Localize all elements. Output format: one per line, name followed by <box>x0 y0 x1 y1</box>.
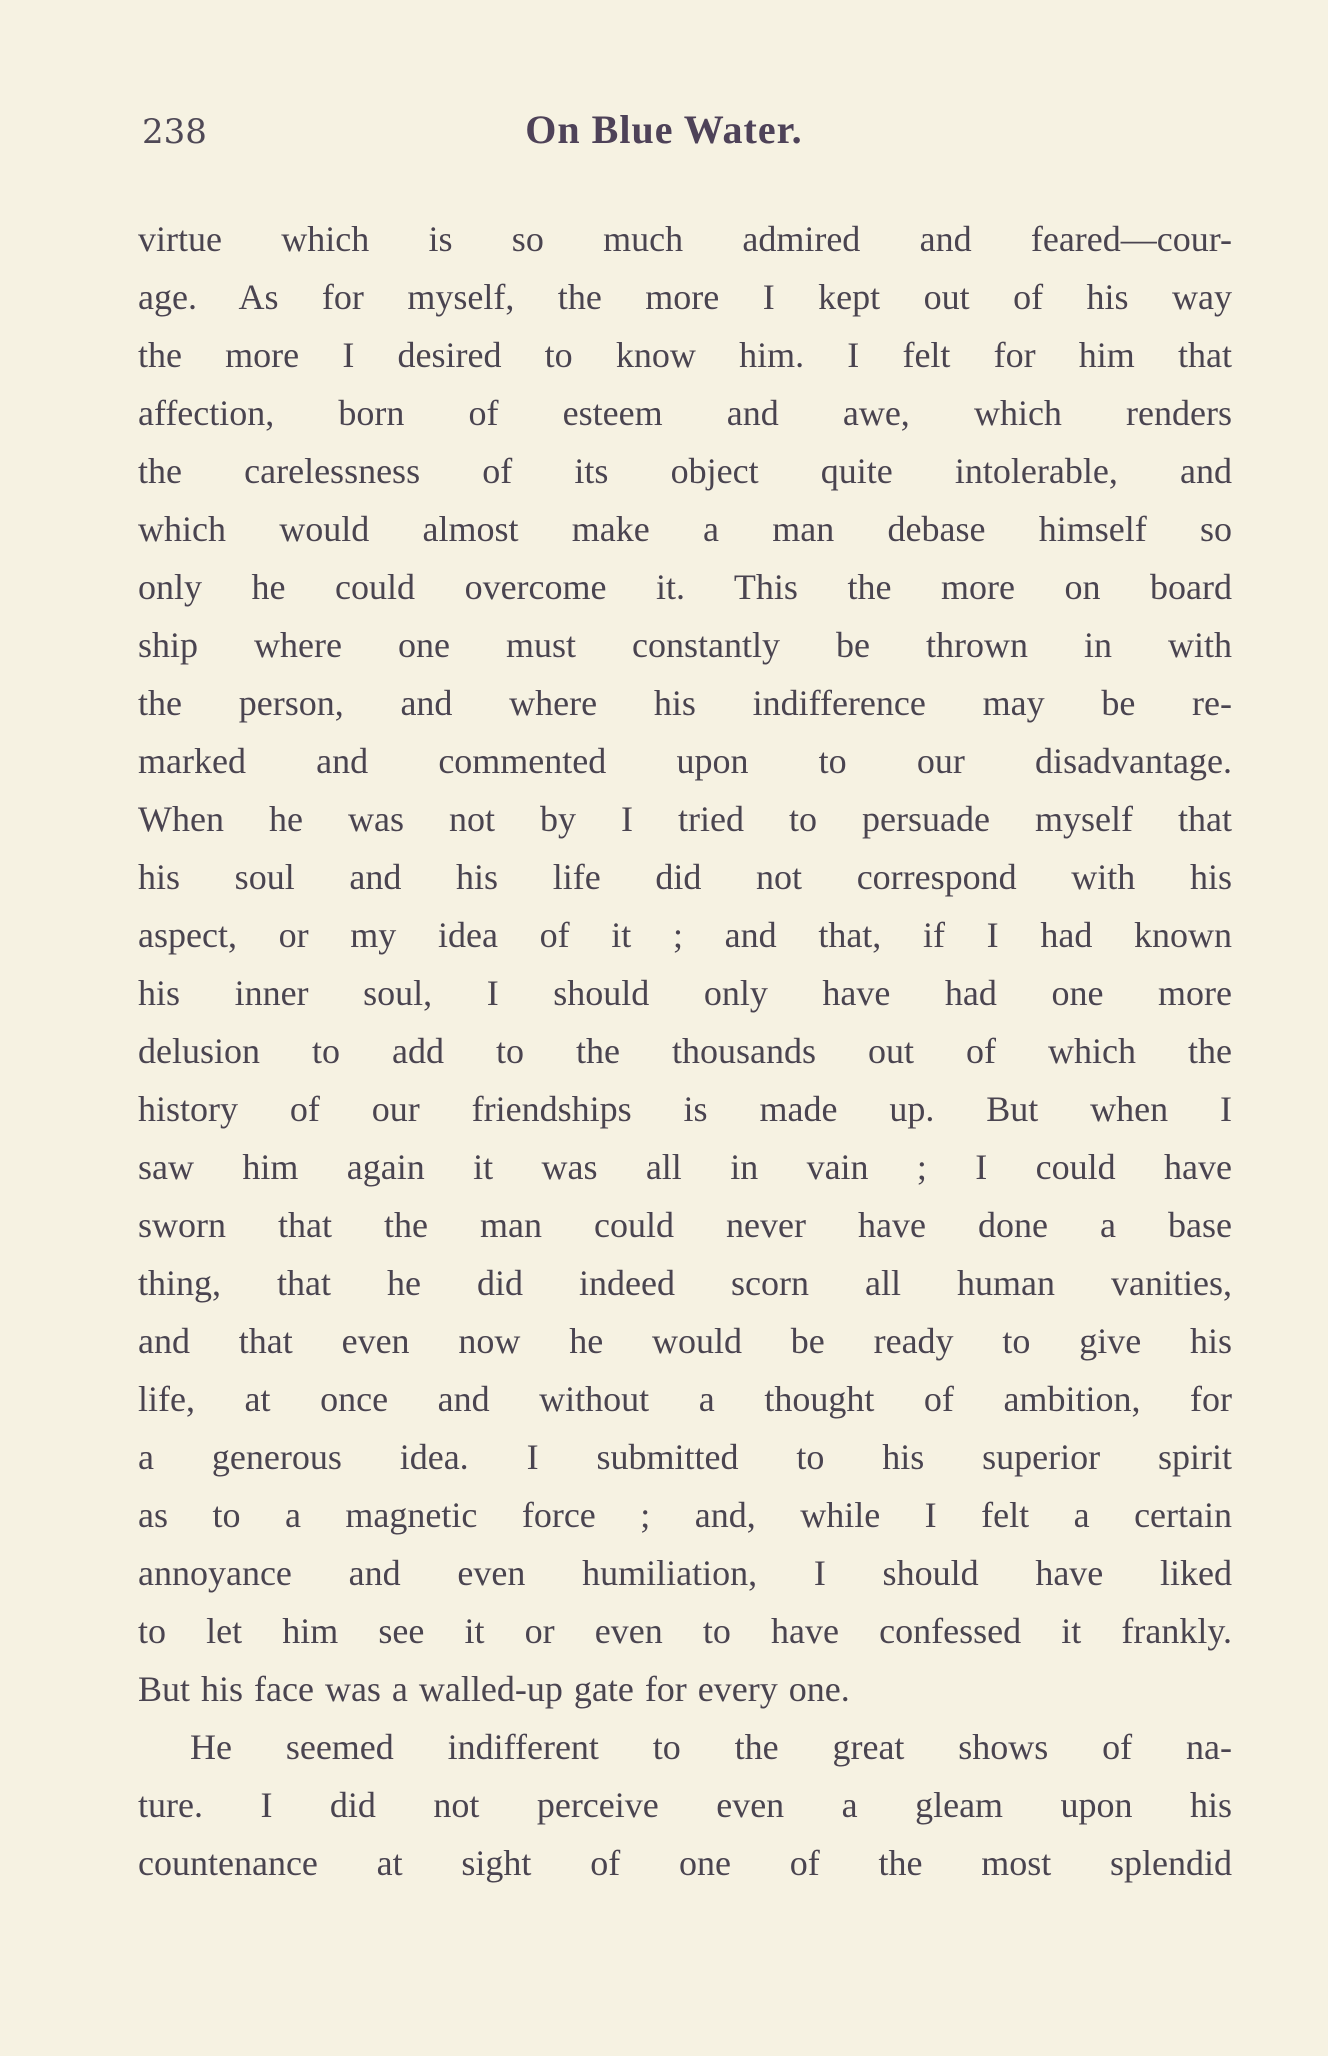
body-text <box>138 210 1232 1892</box>
text-line: affection, born of esteem and awe, which renders <box>138 393 1232 433</box>
text-line: the person, and where his indifference may be re- <box>138 683 1232 723</box>
running-title: On Blue Water. <box>525 107 803 152</box>
text-line: virtue which is so much admired and feared—cour- <box>138 219 1232 259</box>
text-line: which would almost make a man debase himself so <box>138 509 1232 549</box>
text-line: his inner soul, I should only have had one more <box>138 973 1232 1013</box>
text-line: When he was not by I tried to persuade myself that <box>138 799 1232 839</box>
text-line: a generous idea. I submitted to his superior spirit <box>138 1437 1232 1477</box>
text-line: marked and commented upon to our disadvantage. <box>138 741 1232 781</box>
text-line: annoyance and even humiliation, I should have liked <box>138 1553 1232 1593</box>
text-line: sworn that the man could never have done a base <box>138 1205 1232 1245</box>
text-line: the more I desired to know him. I felt for him that <box>138 335 1232 375</box>
text-line: and that even now he would be ready to give his <box>138 1321 1232 1361</box>
text-line: But his face was a walled-up gate for every one. <box>138 1669 850 1709</box>
text-line: saw him again it was all in vain ; I could have <box>138 1147 1232 1187</box>
text-line: ship where one must constantly be thrown in with <box>138 625 1232 665</box>
page-number: 238 <box>142 112 207 152</box>
text-line: life, at once and without a thought of ambition, for <box>138 1379 1232 1419</box>
text-line: ture. I did not perceive even a gleam upon his <box>138 1785 1232 1825</box>
text-line: the carelessness of its object quite intolerable, and <box>138 451 1232 491</box>
text-line: aspect, or my idea of it ; and that, if I had known <box>138 915 1232 955</box>
text-line: He seemed indifferent to the great shows of na- <box>190 1727 1232 1767</box>
text-line: countenance at sight of one of the most splendid <box>138 1843 1232 1883</box>
text-line: as to a magnetic force ; and, while I felt a certain <box>138 1495 1232 1535</box>
text-line: to let him see it or even to have confessed it frankly. <box>138 1611 1232 1651</box>
text-line: history of our friendships is made up. But when I <box>138 1089 1232 1129</box>
text-line: only he could overcome it. This the more on board <box>138 567 1232 607</box>
text-line: delusion to add to the thousands out of which the <box>138 1031 1232 1071</box>
text-line: his soul and his life did not correspond with his <box>138 857 1232 897</box>
text-line: thing, that he did indeed scorn all human vanities, <box>138 1263 1232 1303</box>
text-line: age. As for myself, the more I kept out of his way <box>138 277 1232 317</box>
